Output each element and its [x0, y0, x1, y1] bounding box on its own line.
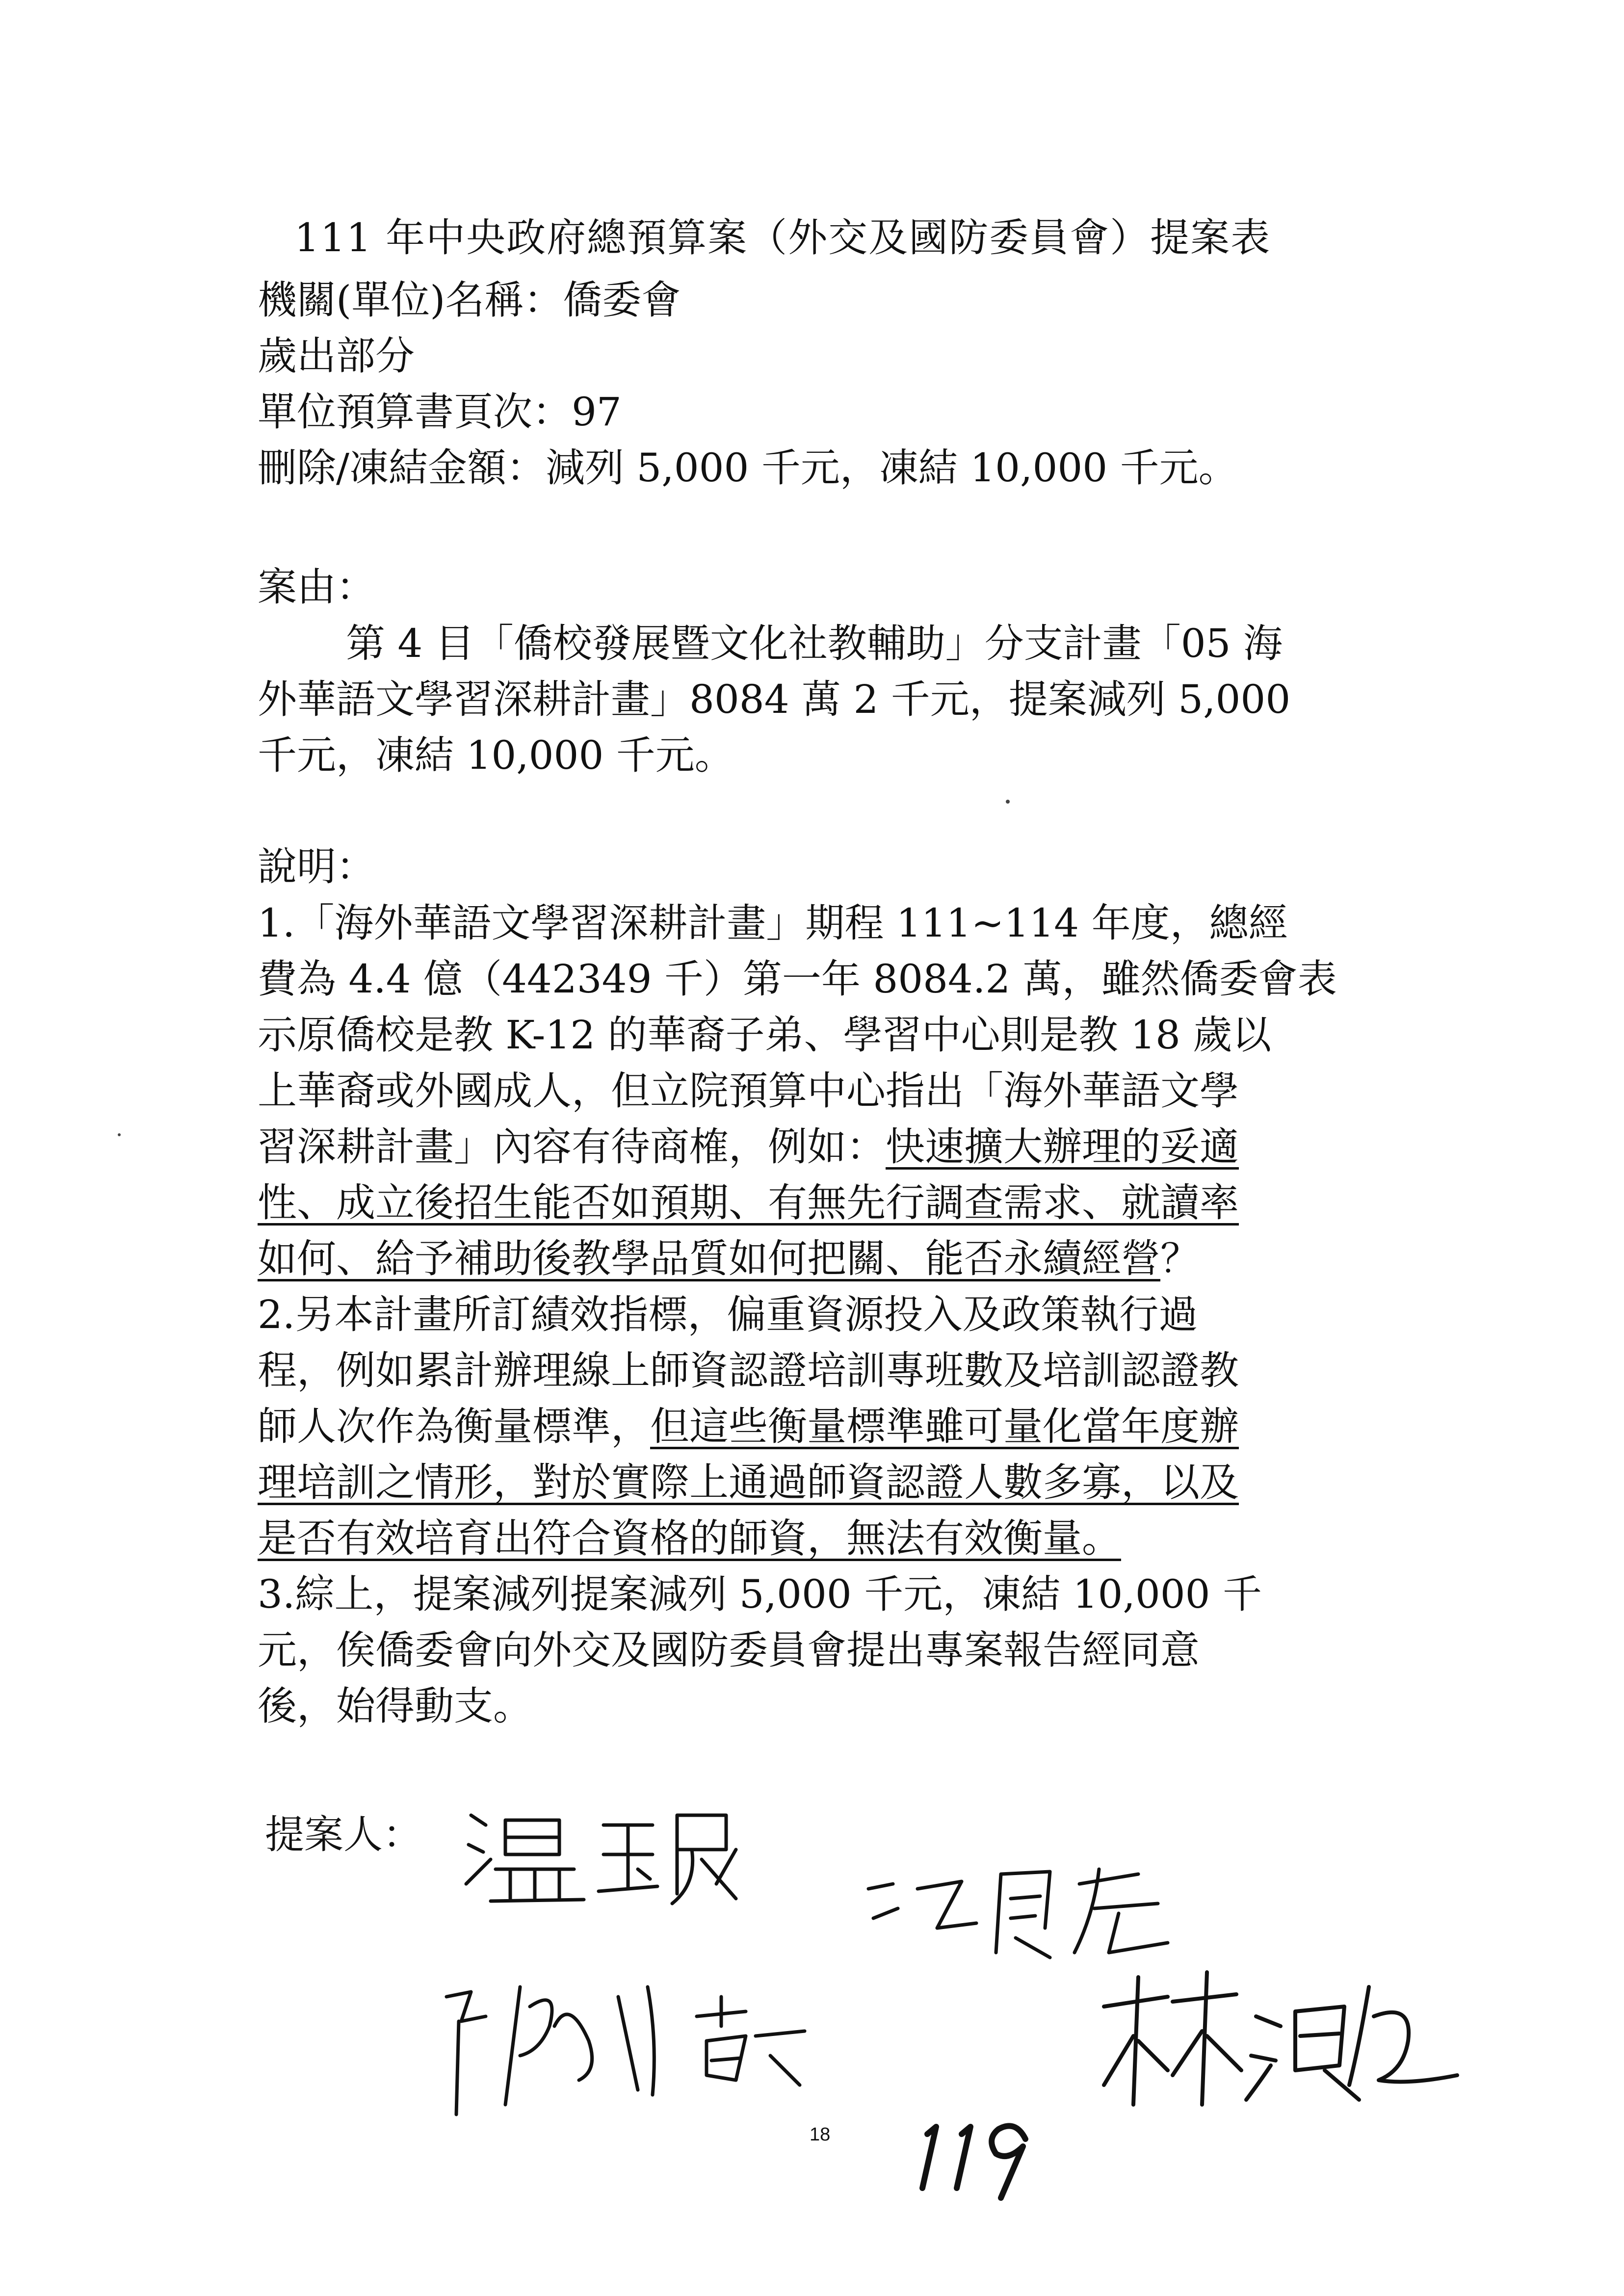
- underlined-text: 快速擴大辦理的妥適: [886, 1124, 1239, 1170]
- amount-line: 刪除/凍結金額：減列 5,000 千元，凍結 10,000 千元。: [258, 445, 1238, 491]
- reason-line: 千元，凍結 10,000 千元。: [258, 732, 734, 778]
- reason-body: [258, 616, 1386, 783]
- document-title: 111 年中央政府總預算案（外交及國防委員會）提案表: [294, 215, 1271, 261]
- underlined-text: 性、成立後招生能否如預期、有無先行調查需求、就讀率: [258, 1180, 1239, 1226]
- handwritten-page-number: [913, 2105, 1040, 2203]
- explanation-line: 3.綜上，提案減列提案減列 5,000 千元，凍結 10,000 千: [258, 1571, 1262, 1617]
- explanation-line: 程，例如累計辦理線上師資認證培訓專班數及培訓認證教: [258, 1348, 1239, 1393]
- underlined-text: 是否有效培育出符合資格的師資，無法有效衡量。: [258, 1515, 1121, 1561]
- signature-3: [432, 1967, 834, 2124]
- explanation-line: 2.另本計畫所訂績效指標，偏重資源投入及政策執行過: [258, 1292, 1198, 1337]
- reason-label: 案由：: [258, 564, 375, 610]
- underlined-text: 但這些衡量標準雖可量化當年度辦: [650, 1404, 1239, 1449]
- explanation-line: [258, 1119, 1396, 1175]
- explanation-line: [258, 1399, 1396, 1455]
- proposer-label: 提案人：: [265, 1812, 422, 1857]
- page-number: 18: [810, 2124, 831, 2145]
- explanation-line: 1.「海外華語文學習深耕計畫」期程 111~114 年度，總經: [258, 900, 1288, 946]
- explanation-line: 上華裔或外國成人，但立院預算中心指出「海外華語文學: [258, 1068, 1239, 1114]
- underlined-text: 如何、給予補助後教學品質如何把關、能否永續經營: [258, 1236, 1160, 1281]
- category-line: 歲出部分: [258, 333, 415, 379]
- explanation-line: [258, 1511, 1396, 1566]
- plain-text: ？: [1160, 1236, 1200, 1281]
- signature-1: [461, 1786, 765, 1913]
- explanation-body: [258, 895, 1396, 1734]
- scan-speck: [118, 1133, 121, 1136]
- plain-text: 師人次作為衡量標準，: [258, 1404, 650, 1449]
- explanation-line: 費為 4.4 億（442349 千）第一年 8084.2 萬，雖然僑委會表: [258, 956, 1337, 1002]
- explanation-line: 後，始得動支。: [258, 1683, 532, 1729]
- explanation-line: [258, 1231, 1396, 1287]
- signature-4: [1094, 1957, 1467, 2119]
- reason-line: 外華語文學習深耕計畫」8084 萬 2 千元，提案減列 5,000: [258, 677, 1291, 722]
- explanation-line: 示原僑校是教 K-12 的華裔子弟、學習中心則是教 18 歲以: [258, 1012, 1272, 1058]
- underlined-text: 理培訓之情形，對於實際上通過師資認證人數多寡，以及: [258, 1460, 1239, 1505]
- document-meta: [258, 272, 1238, 496]
- reason-line: 第 4 目「僑校發展暨文化社教輔助」分支計畫「05 海: [346, 621, 1283, 666]
- signature-2: [864, 1854, 1207, 1967]
- explanation-label: 說明：: [258, 844, 375, 889]
- page-ref-line: 單位預算書頁次：97: [258, 389, 622, 435]
- scan-speck: [1006, 800, 1010, 804]
- explanation-line: [258, 1175, 1396, 1231]
- explanation-line: [258, 1455, 1396, 1511]
- plain-text: 習深耕計畫」內容有待商榷，例如：: [258, 1124, 886, 1170]
- explanation-line: 元，俟僑委會向外交及國防委員會提出專案報告經同意: [258, 1627, 1200, 1673]
- agency-line: 機關(單位)名稱：僑委會: [258, 277, 681, 323]
